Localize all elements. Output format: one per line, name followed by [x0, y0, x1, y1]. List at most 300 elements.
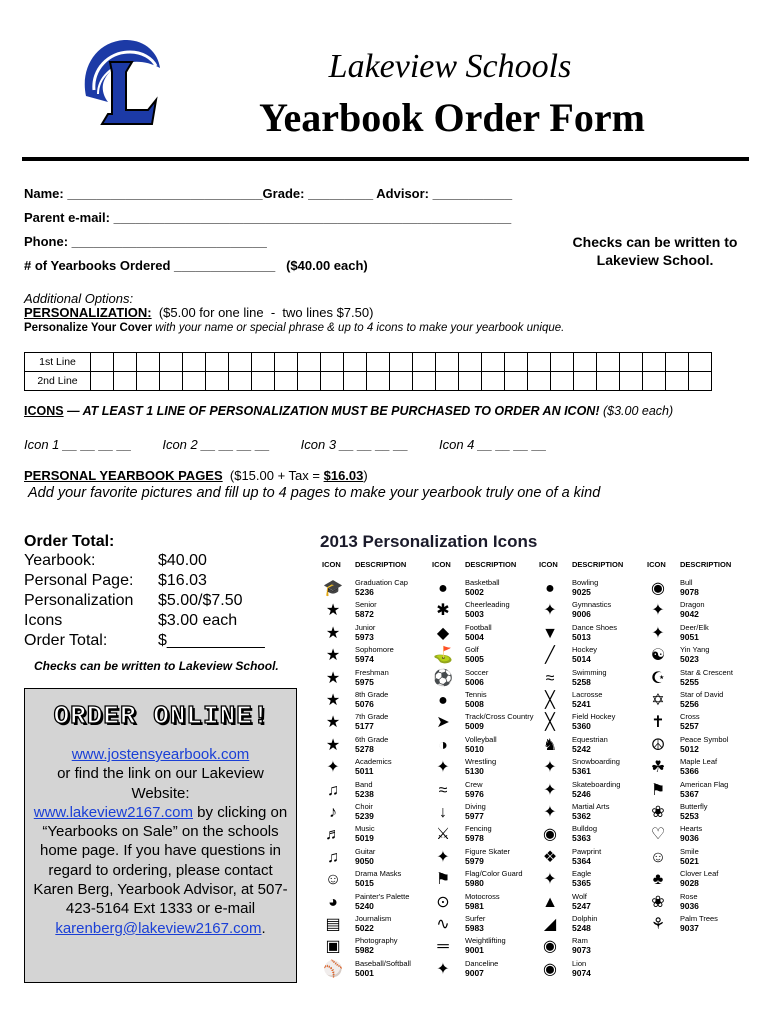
icon-glyph: ✱ — [436, 602, 450, 620]
order-row-label: Order Total: — [24, 632, 108, 649]
icon-entry — [432, 936, 537, 958]
lakeview-logo — [72, 32, 172, 128]
icon-code: 5255 — [680, 676, 699, 687]
line2-label: 2nd Line — [25, 372, 91, 391]
letter-box[interactable] — [505, 353, 528, 372]
icon-description: Soccer — [465, 667, 489, 677]
icon-entry — [322, 914, 427, 936]
icon-glyph: ∿ — [436, 916, 450, 933]
letter-box[interactable] — [597, 353, 620, 372]
icon-entry — [322, 600, 427, 622]
icon-code: 5004 — [465, 631, 484, 642]
icon-glyph: 🎓 — [323, 580, 343, 597]
lakeview-link[interactable]: www.lakeview2167.com — [33, 803, 194, 821]
letter-box[interactable] — [574, 372, 597, 391]
icon-entry — [539, 735, 644, 757]
letter-box[interactable] — [183, 353, 206, 372]
personal-pages-desc: Add your favorite pictures and fill up to 4 pages to make your yearbook truly one of a kind — [28, 485, 601, 501]
form-title: Yearbook Order Form — [259, 95, 645, 140]
icon-slots — [24, 437, 624, 452]
icon-slot-1[interactable]: Icon 1 __ __ __ __ — [24, 437, 132, 452]
icon-description: Cross — [680, 712, 700, 722]
letter-box[interactable] — [597, 372, 620, 391]
icon-code: 5977 — [465, 811, 484, 821]
icon-description: Equestrian — [572, 734, 608, 744]
icon-entry — [322, 824, 427, 846]
icon-glyph: ≈ — [438, 781, 448, 799]
icon-code: 9051 — [680, 631, 699, 642]
icon-entry — [647, 802, 752, 824]
personalize-cover-note — [24, 322, 564, 334]
letter-box[interactable] — [252, 353, 275, 372]
icon-glyph: ◑ — [438, 736, 448, 754]
icon-entry — [432, 959, 537, 981]
letter-box[interactable] — [344, 372, 367, 391]
icon-entry — [539, 959, 644, 981]
icon-glyph: ● — [438, 692, 448, 709]
letter-box[interactable] — [643, 372, 666, 391]
icon-description: Choir — [355, 802, 373, 811]
order-row — [24, 552, 207, 570]
letter-box[interactable] — [91, 353, 114, 372]
icon-entry — [322, 578, 427, 600]
icon-code: 5014 — [572, 654, 591, 665]
icon-glyph: ☯ — [650, 647, 666, 665]
icon-entry — [647, 824, 752, 846]
icon-code: 9006 — [572, 609, 591, 620]
icon-glyph: ➤ — [436, 714, 450, 732]
order-online-box — [24, 688, 297, 983]
icon-code: 5011 — [355, 766, 374, 777]
icon-glyph: ✦ — [651, 624, 665, 642]
icon-description: Painter's Palette — [355, 891, 410, 901]
icon-glyph: ✦ — [543, 781, 557, 799]
icon-description: Academics — [355, 757, 392, 767]
icon-code: 5010 — [465, 743, 484, 754]
icon-entry — [322, 802, 427, 824]
order-row — [24, 592, 243, 610]
icon-code: 5009 — [465, 721, 484, 732]
icon-description: Skateboarding — [572, 779, 621, 789]
order-row-value[interactable]: $___________ — [158, 632, 265, 649]
icon-code: 5364 — [572, 855, 591, 866]
icon-code: 5973 — [355, 631, 374, 642]
letter-box[interactable] — [459, 372, 482, 391]
icon-entry — [647, 600, 752, 622]
icon-description: Freshman — [355, 667, 389, 677]
personal-pages-line — [24, 468, 368, 483]
order-row-value: $3.00 each — [158, 612, 238, 629]
letter-box[interactable] — [367, 353, 390, 372]
letter-box[interactable] — [229, 353, 252, 372]
icon-description: Star of David — [680, 690, 724, 699]
letter-box[interactable] — [114, 372, 137, 391]
icon-code: 5003 — [465, 609, 484, 620]
icon-description: Field Hockey — [572, 712, 616, 722]
letter-box[interactable] — [321, 372, 344, 391]
jostens-link[interactable]: www.jostensyearbook.com — [71, 746, 250, 763]
order-row-label: Personal Page: — [24, 572, 134, 589]
line2-row — [25, 372, 712, 391]
icon-description: Photography — [355, 936, 398, 946]
icon-description: Golf — [465, 645, 479, 655]
icon-description: Crew — [465, 779, 483, 789]
icons-price: ($3.00 each) — [602, 404, 674, 418]
icon-code: 9078 — [680, 587, 699, 597]
icon-code: 5001 — [355, 967, 374, 978]
email-tail: . — [261, 919, 266, 937]
icon-description: Band — [355, 779, 373, 789]
letter-box[interactable] — [390, 353, 413, 372]
letter-box[interactable] — [275, 372, 298, 391]
icon-glyph: ⚾ — [323, 960, 343, 978]
letter-box[interactable] — [482, 353, 505, 372]
letter-box[interactable] — [114, 353, 137, 372]
letter-box[interactable] — [436, 372, 459, 391]
icon-glyph: ✦ — [436, 848, 450, 866]
icon-code: 9036 — [680, 900, 699, 911]
order-row — [24, 612, 238, 630]
icon-entry — [539, 690, 644, 712]
icons-col-header-icon: ICON — [647, 560, 666, 569]
icon-description: 6th Grade — [355, 734, 389, 744]
letter-box[interactable] — [137, 353, 160, 372]
letter-box[interactable] — [620, 353, 643, 372]
icon-description: Smile — [680, 846, 699, 856]
icon-slot-2[interactable]: Icon 2 __ __ __ __ — [162, 437, 271, 452]
icon-entry — [432, 802, 537, 824]
icon-code: 9001 — [465, 945, 484, 956]
icon-glyph: ✝ — [651, 714, 665, 732]
icon-glyph: ⚑ — [435, 871, 451, 889]
icon-entry — [432, 600, 537, 622]
order-online-text-2: by clicking on “Yearbooks on Sale” on the schools home page. If you have questions in regard to ordering, please contact Karen Berg, Yearbook Advisor, at 507-423-5164 Ext 1333 or e-mail — [33, 803, 288, 918]
order-row-label: Personalization — [24, 592, 134, 609]
icon-glyph: ✦ — [436, 960, 450, 978]
letter-box[interactable] — [666, 353, 689, 372]
letter-box[interactable] — [91, 372, 114, 391]
icon-entry — [647, 757, 752, 779]
title-divider — [22, 157, 749, 161]
personalization-price: ($5.00 for one line - two lines $7.50) — [151, 305, 374, 320]
icon-glyph: ▲ — [542, 893, 558, 911]
icon-description: Drama Masks — [355, 869, 402, 879]
icon-entry — [322, 735, 427, 757]
icon-entry — [432, 735, 537, 757]
icons-col-header-icon: ICON — [539, 560, 558, 569]
icon-entry — [647, 690, 752, 712]
icons-col-header-description: DESCRIPTION — [572, 560, 624, 569]
letter-box[interactable] — [666, 372, 689, 391]
icon-glyph: ◉ — [543, 826, 557, 844]
order-total-title: Order Total: — [24, 533, 115, 550]
icon-entry — [539, 936, 644, 958]
icon-code: 5981 — [465, 900, 484, 911]
icon-entry — [647, 780, 752, 802]
icon-glyph: ✦ — [436, 759, 450, 777]
icon-entry — [432, 869, 537, 891]
letter-box[interactable] — [620, 372, 643, 391]
letter-box[interactable] — [160, 353, 183, 372]
icon-description: Graduation Cap — [355, 578, 408, 587]
icon-description: Wolf — [572, 891, 587, 901]
icon-description: Figure Skater — [465, 846, 511, 856]
icon-entry — [539, 869, 644, 891]
personalization-line — [24, 305, 373, 320]
icon-glyph: ≈ — [545, 669, 555, 687]
letter-box[interactable] — [689, 353, 712, 372]
icon-glyph: ★ — [325, 714, 341, 732]
icon-glyph: ▼ — [542, 624, 558, 642]
icon-glyph: ◢ — [543, 916, 557, 933]
icon-glyph: ♪ — [329, 804, 337, 821]
icon-entry — [539, 712, 644, 734]
letter-box[interactable] — [390, 372, 413, 391]
icon-entry — [322, 869, 427, 891]
letter-box[interactable] — [367, 372, 390, 391]
letter-box[interactable] — [275, 353, 298, 372]
icon-entry — [647, 623, 752, 645]
icon-code: 5019 — [355, 833, 374, 844]
icon-description: Journalism — [355, 914, 392, 923]
letter-box[interactable] — [528, 372, 551, 391]
order-online-text — [27, 745, 294, 938]
icon-glyph: ♡ — [650, 826, 666, 844]
icon-entry — [432, 914, 537, 936]
icon-description: Clover Leaf — [680, 869, 719, 879]
icon-code: 5362 — [572, 811, 591, 821]
icon-glyph: ☘ — [650, 759, 666, 777]
icon-description: Bull — [680, 578, 693, 587]
icon-code: 5256 — [680, 699, 699, 709]
icon-glyph: ★ — [325, 647, 341, 665]
icon-glyph: ☺ — [649, 848, 667, 866]
order-row-value: $16.03 — [158, 572, 207, 589]
line1-label: 1st Line — [25, 353, 91, 372]
letter-box[interactable] — [643, 353, 666, 372]
icon-description: Butterfly — [680, 802, 708, 811]
icon-glyph: ⊙ — [436, 893, 450, 911]
icon-code: 5360 — [572, 721, 591, 732]
icon-slot-4[interactable]: Icon 4 __ __ __ __ — [438, 437, 547, 452]
icon-entry — [539, 578, 644, 600]
icons-col-header-icon: ICON — [432, 560, 451, 569]
icon-glyph: ● — [545, 580, 555, 597]
icon-entry — [322, 712, 427, 734]
icon-description: Volleyball — [465, 734, 497, 744]
letter-box[interactable] — [160, 372, 183, 391]
icon-entry — [647, 869, 752, 891]
icon-glyph: ♬ — [325, 826, 341, 844]
icon-glyph: ★ — [325, 669, 341, 687]
icon-description: Palm Trees — [680, 914, 718, 923]
icon-description: Wrestling — [465, 757, 497, 767]
order-row-label: Icons — [24, 612, 63, 629]
icons-col-header-description: DESCRIPTION — [465, 560, 517, 569]
icon-entry — [539, 757, 644, 779]
line1-row — [25, 353, 712, 372]
letter-box[interactable] — [321, 353, 344, 372]
icon-code: 5023 — [680, 654, 699, 665]
letter-box[interactable] — [252, 372, 275, 391]
order-row — [24, 632, 265, 650]
icon-code: 5361 — [572, 766, 591, 777]
icon-code: 9025 — [572, 587, 591, 597]
icon-glyph: ╳ — [545, 714, 555, 732]
icon-glyph: ★ — [325, 624, 341, 642]
yearbooks-ordered-field[interactable]: # of Yearbooks Ordered ______________ ($40.00 each) — [24, 258, 368, 273]
letter-box[interactable] — [344, 353, 367, 372]
icon-entry — [432, 668, 537, 690]
icon-description: Fencing — [465, 824, 492, 834]
icon-entry — [539, 914, 644, 936]
letter-box[interactable] — [436, 353, 459, 372]
letter-box[interactable] — [505, 372, 528, 391]
icon-code: 5076 — [355, 699, 374, 709]
icon-entry — [539, 824, 644, 846]
icon-glyph: ◆ — [436, 624, 450, 642]
icon-description: Diving — [465, 802, 486, 811]
icon-description: Football — [465, 622, 492, 632]
icon-code: 5247 — [572, 900, 591, 911]
icon-description: Tennis — [465, 690, 487, 699]
icon-description: Bowling — [572, 578, 599, 587]
icon-description: Junior — [355, 622, 376, 632]
letter-box[interactable] — [298, 372, 321, 391]
icon-code: 5015 — [355, 878, 374, 889]
icon-entry — [539, 780, 644, 802]
icon-description: Yin Yang — [680, 645, 710, 655]
icon-entry — [322, 936, 427, 958]
icons-col-header-icon: ICON — [322, 560, 341, 569]
icon-code: 5248 — [572, 923, 591, 933]
order-row-value: $5.00/$7.50 — [158, 592, 243, 609]
icon-code: 5982 — [355, 945, 374, 956]
icon-glyph: ⚔ — [435, 826, 451, 844]
icon-description: 8th Grade — [355, 690, 389, 699]
icon-entry — [322, 690, 427, 712]
icon-code: 9036 — [680, 833, 699, 844]
icon-glyph: ◕ — [328, 893, 338, 911]
icon-entry — [647, 578, 752, 600]
contact-email-link[interactable]: karenberg@lakeview2167.com — [55, 919, 262, 937]
icon-glyph: ╳ — [545, 692, 555, 709]
icon-entry — [539, 600, 644, 622]
icon-code: 5253 — [680, 811, 699, 821]
icon-code: 5012 — [680, 743, 699, 754]
letter-box[interactable] — [298, 353, 321, 372]
icon-glyph: ⚑ — [650, 781, 666, 799]
icon-slot-3[interactable]: Icon 3 __ __ __ __ — [300, 437, 409, 452]
icon-description: Sophomore — [355, 645, 394, 655]
icon-glyph: ♞ — [542, 736, 558, 754]
icon-entry — [647, 914, 752, 936]
letter-box[interactable] — [413, 372, 436, 391]
icon-description: Music — [355, 824, 375, 834]
icon-entry — [432, 892, 537, 914]
icon-code: 5366 — [680, 766, 699, 777]
icon-entry — [647, 735, 752, 757]
icon-code: 5976 — [465, 788, 484, 799]
phone-field[interactable]: Phone: ___________________________ — [24, 234, 267, 249]
letter-box[interactable] — [689, 372, 712, 391]
additional-options-label: Additional Options: — [24, 291, 134, 306]
icon-entry — [647, 892, 752, 914]
icons-rule-text: — AT LEAST 1 LINE OF PERSONALIZATION MUST BE PURCHASED TO ORDER AN ICON! — [63, 404, 603, 418]
letter-box[interactable] — [137, 372, 160, 391]
icon-description: Eagle — [572, 869, 592, 879]
icon-code: 5130 — [465, 766, 484, 777]
icon-glyph: ✦ — [543, 602, 557, 620]
personalization-grid — [24, 352, 712, 391]
icon-entry — [432, 623, 537, 645]
name-grade-advisor-field[interactable]: Name: ___________________________Grade: _________ Advisor: ___________ — [24, 186, 513, 201]
icon-description: Dolphin — [572, 914, 598, 923]
icon-code: 5975 — [355, 676, 374, 687]
personalization-label: PERSONALIZATION: — [24, 305, 152, 320]
icon-entry — [539, 623, 644, 645]
icon-code: 5021 — [680, 855, 699, 866]
letter-box[interactable] — [229, 372, 252, 391]
parent-email-field[interactable]: Parent e-mail: _______________________________________________________ — [24, 210, 512, 225]
pages-total: $16.03 — [323, 468, 364, 483]
icon-entry — [432, 690, 537, 712]
letter-box[interactable] — [206, 353, 229, 372]
icons-rule — [24, 404, 673, 418]
letter-box[interactable] — [413, 353, 436, 372]
icon-glyph: ✦ — [326, 759, 340, 777]
letter-box[interactable] — [459, 353, 482, 372]
icon-glyph: ♣ — [652, 871, 664, 889]
icon-glyph: ✦ — [543, 871, 557, 889]
letter-box[interactable] — [574, 353, 597, 372]
icon-description: Swimming — [572, 667, 607, 677]
icon-entry — [539, 892, 644, 914]
letter-box[interactable] — [551, 353, 574, 372]
icon-entry — [322, 757, 427, 779]
icon-code: 9042 — [680, 609, 699, 620]
icon-code: 5022 — [355, 923, 374, 933]
icon-entry — [432, 780, 537, 802]
icon-code: 5239 — [355, 811, 374, 821]
icon-code: 5257 — [680, 721, 699, 732]
icon-entry — [539, 668, 644, 690]
icon-code: 5978 — [465, 833, 484, 844]
icon-entry — [432, 645, 537, 667]
icon-glyph: ♫ — [327, 848, 339, 866]
icon-glyph: ❖ — [542, 848, 558, 866]
icon-code: 5983 — [465, 923, 484, 933]
icon-description: Track/Cross Country — [465, 712, 534, 722]
icon-entry — [432, 824, 537, 846]
letter-box[interactable] — [183, 372, 206, 391]
icon-entry — [322, 847, 427, 869]
letter-box[interactable] — [551, 372, 574, 391]
checks-note-bottom: Checks can be written to Lakeview School. — [34, 659, 279, 673]
pages-price-pre: ($15.00 + Tax = — [222, 468, 324, 483]
icon-code: 5013 — [572, 631, 591, 642]
icon-entry — [322, 668, 427, 690]
icon-description: Gymnastics — [572, 600, 612, 610]
icon-code: 5177 — [355, 721, 374, 732]
icon-glyph: ▤ — [325, 916, 341, 933]
icon-glyph: ✡ — [651, 692, 665, 709]
letter-box[interactable] — [482, 372, 505, 391]
letter-box[interactable] — [206, 372, 229, 391]
letter-box[interactable] — [528, 353, 551, 372]
icon-entry — [432, 578, 537, 600]
icon-description: Hearts — [680, 824, 703, 834]
